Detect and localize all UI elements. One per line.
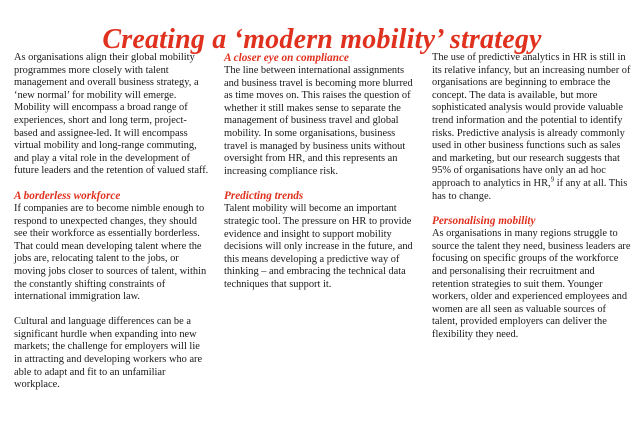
predictive-analytics-paragraph — [432, 52, 632, 203]
predictive-analytics-section — [432, 52, 632, 203]
footnote-ref: 9 — [550, 175, 555, 184]
borderless-workforce-paragraph-2: Cultural and language differences can be a significant hurdle when expanding into new markets; the challenge for employers will lie in attracting and developing workers who are able to adapt and fit to an unfamiliar workplace. — [14, 316, 203, 391]
column-1 — [14, 52, 210, 392]
predictive-analytics-tail: if any at all. — [554, 177, 607, 189]
page-title: Creating a ‘modern mobility’ strategy — [102, 23, 542, 55]
column-2 — [224, 52, 420, 292]
intro-paragraph: As organisations align their global mobility programmes more closely with talent management and overall business strategy, a ‘new normal’ for mobility will emerge. Mobility will encompass a broad range of experiences, short and long term, project-based and assignee-led. It will encompass virtual mobility and long-range commuting, and play a vital role in the development of future leaders and the retention of valued staff. — [14, 52, 209, 177]
borderless-workforce-heading: A borderless workforce — [14, 189, 121, 202]
compliance-paragraph: The line between international assignments and business travel is becoming more blurred as time moves on. This raises the question of whether it still makes sense to separate the management of business travel and global mobility. In some organisations, business travel is managed by business units without oversight from HR, and this represents an increasing compliance risk. — [224, 65, 413, 177]
predictive-analytics-text: The use of predictive analytics in HR is still in its relative infancy, but an increasing number of organisations are beginning to embrace the concept. The data is available, but more sophisticated analysis would provide valuable trend information and the potential to identify risks. Predictive analysis is already commonly used in other business functions such as sales and marketing, but our research suggests that 95% of organisations have only an ad hoc approach to analytics in HR, — [432, 52, 631, 189]
column-3 — [432, 52, 632, 341]
predicting-trends-paragraph: Talent mobility will become an important strategic tool. The pressure on HR to provide evidence and insight to support mobility decisions will only increase in the future, and this means developing a predictive way of thinking – and embracing the technical data techniques that support it. — [224, 203, 413, 290]
personalising-mobility-section — [432, 215, 632, 341]
compliance-section — [224, 52, 420, 178]
predicting-trends-heading: Predicting trends — [224, 190, 304, 203]
personalising-mobility-heading: Personalising mobility — [432, 215, 536, 228]
borderless-workforce-section — [14, 190, 210, 392]
compliance-heading: A closer eye on compliance — [224, 52, 349, 64]
intro-section — [14, 52, 210, 178]
personalising-mobility-paragraph: As organisations in many regions struggle to source the talent they need, business leaders are focusing on specific groups of the workforce and personalising their recruitment and retention strategies to suit them. Younger workers, older and experienced employees and women are all seen as valuable sources of talent, provided employers can deliver the flexibility they need. — [432, 228, 631, 340]
borderless-workforce-paragraph-1: If companies are to become nimble enough to respond to unexpected changes, they should see their workforce as essentially borderless. That could mean developing talent where the jobs are, relocating talent to the jobs, or moving jobs closer to sources of talent, within the constantly shifting constraints of international immigration law. — [14, 202, 207, 303]
predictive-analytics-closing: This has to change. — [432, 177, 628, 202]
predicting-trends-section — [224, 190, 420, 291]
